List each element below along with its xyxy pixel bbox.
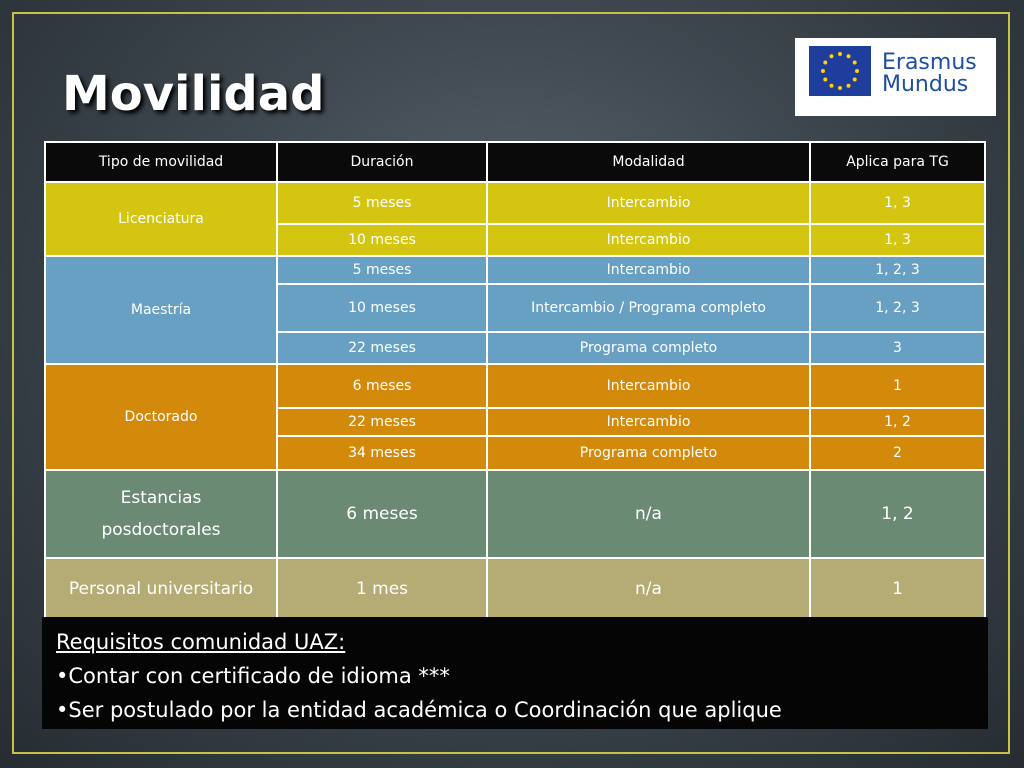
logo-line-1: Erasmus [882, 50, 977, 75]
duration-cell: 1 mes [277, 558, 487, 620]
header-tipo: Tipo de movilidad [45, 142, 277, 182]
header-aplica-tg: Aplica para TG [810, 142, 985, 182]
duration-cell: 22 meses [277, 332, 487, 364]
mode-cell: Intercambio [487, 256, 810, 284]
tg-cell: 1 [810, 364, 985, 408]
duration-cell: 6 meses [277, 470, 487, 558]
tg-cell: 1, 2, 3 [810, 256, 985, 284]
duration-cell: 5 meses [277, 256, 487, 284]
erasmus-mundus-logo [795, 38, 996, 116]
duration-cell: 22 meses [277, 408, 487, 436]
tg-cell: 3 [810, 332, 985, 364]
mode-cell: Programa completo [487, 332, 810, 364]
duration-cell: 5 meses [277, 182, 487, 224]
table-row [45, 470, 985, 558]
tg-cell: 2 [810, 436, 985, 470]
duration-cell: 10 meses [277, 284, 487, 332]
logo-line-2: Mundus [882, 72, 969, 97]
table-row [45, 364, 985, 408]
requirements-heading: Requisitos comunidad UAZ: [56, 630, 346, 654]
duration-cell: 6 meses [277, 364, 487, 408]
mobility-table [44, 141, 986, 621]
mode-cell: Intercambio [487, 182, 810, 224]
mode-cell: n/a [487, 558, 810, 620]
type-cell-maestria: Maestría [45, 256, 277, 364]
table-row [45, 182, 985, 224]
slide-title: Movilidad [62, 66, 325, 122]
type-cell-licenciatura: Licenciatura [45, 182, 277, 256]
type-cell-personal: Personal universitario [45, 558, 277, 620]
tg-cell: 1, 2, 3 [810, 284, 985, 332]
type-cell-estancias [45, 470, 277, 558]
mode-cell: Intercambio / Programa completo [487, 284, 810, 332]
mode-cell: Programa completo [487, 436, 810, 470]
table-header-row [45, 142, 985, 182]
logo-wordmark [882, 52, 977, 96]
tg-cell: 1, 2 [810, 470, 985, 558]
mode-cell: n/a [487, 470, 810, 558]
mode-cell: Intercambio [487, 224, 810, 256]
duration-cell: 10 meses [277, 224, 487, 256]
requirement-item: •Ser postulado por la entidad académica o Coordinación que aplique [56, 698, 782, 722]
header-modalidad: Modalidad [487, 142, 810, 182]
duration-cell: 34 meses [277, 436, 487, 470]
type-line-2: posdoctorales [101, 520, 221, 540]
tg-cell: 1 [810, 558, 985, 620]
tg-cell: 1, 3 [810, 182, 985, 224]
mode-cell: Intercambio [487, 364, 810, 408]
type-cell-doctorado: Doctorado [45, 364, 277, 470]
eu-flag-icon [809, 46, 871, 96]
header-duracion: Duración [277, 142, 487, 182]
tg-cell: 1, 2 [810, 408, 985, 436]
mode-cell: Intercambio [487, 408, 810, 436]
table-row [45, 256, 985, 284]
table-row [45, 558, 985, 620]
requirement-item: •Contar con certificado de idioma *** [56, 664, 450, 688]
requirements-box [42, 617, 988, 729]
type-line-1: Estancias [120, 488, 202, 508]
tg-cell: 1, 3 [810, 224, 985, 256]
